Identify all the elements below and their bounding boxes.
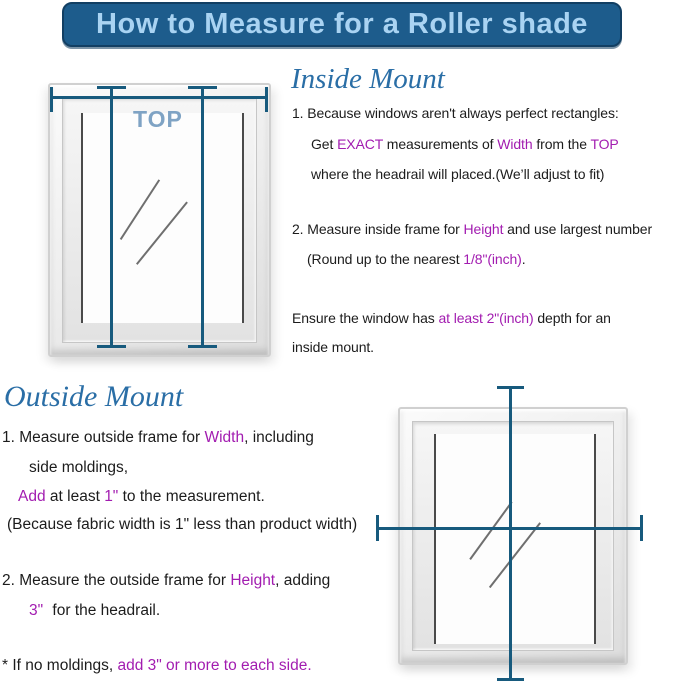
highlight-add: Add bbox=[18, 488, 46, 505]
text-segment: to the measurement. bbox=[118, 488, 265, 505]
text-segment: and use largest number bbox=[503, 221, 653, 237]
page-title: How to Measure for a Roller shade bbox=[96, 8, 588, 40]
outside-step2-line1 bbox=[2, 571, 330, 590]
text-segment: from the bbox=[532, 136, 591, 152]
glass-reflection-line bbox=[489, 522, 541, 588]
outside-step1-line3 bbox=[18, 487, 265, 506]
measure-endcap-top bbox=[497, 386, 524, 389]
highlight-depth: at least 2"(inch) bbox=[438, 310, 534, 326]
text-segment: Ensure the window has bbox=[292, 310, 439, 326]
text-segment: Get bbox=[311, 136, 338, 152]
measure-endcap-left bbox=[376, 515, 379, 541]
text-segment: depth for an bbox=[533, 310, 611, 326]
inside-step1-line2 bbox=[311, 136, 619, 154]
inside-step1-line3 bbox=[311, 166, 604, 184]
measure-endcap-bottom bbox=[188, 345, 217, 348]
text-segment: . bbox=[521, 251, 526, 267]
highlight-exact: EXACT bbox=[337, 136, 383, 152]
inside-mount-heading: Inside Mount bbox=[291, 63, 445, 95]
text-segment: , adding bbox=[275, 572, 331, 589]
glass-reflection-line bbox=[136, 201, 188, 264]
highlight-height: Height bbox=[463, 221, 504, 237]
outside-step1-line4 bbox=[7, 515, 357, 534]
measure-endcap-bottom bbox=[497, 678, 524, 681]
inside-step1-line1 bbox=[292, 105, 619, 123]
glass-reflection-line bbox=[120, 179, 160, 239]
highlight-width: Width bbox=[204, 429, 245, 446]
inside-step2-line2 bbox=[307, 251, 526, 269]
text-segment: 1. Measure outside frame for bbox=[2, 429, 205, 446]
outside-mount-heading: Outside Mount bbox=[4, 380, 184, 413]
height-guide-line-left bbox=[110, 88, 113, 347]
highlight-width: Width bbox=[497, 136, 533, 152]
highlight-eighth-inch: 1/8"(inch) bbox=[463, 251, 522, 267]
top-label: TOP bbox=[133, 106, 183, 132]
highlight-three-inch: 3" bbox=[29, 602, 44, 619]
text-segment: (Round up to the nearest bbox=[307, 251, 464, 267]
measure-endcap-top bbox=[97, 86, 126, 89]
measure-endcap-right bbox=[265, 87, 268, 112]
highlight-top: TOP bbox=[590, 136, 619, 152]
outside-step1-line1 bbox=[2, 428, 314, 447]
height-measure-line bbox=[509, 387, 512, 680]
inside-step2-line1 bbox=[292, 221, 652, 239]
outside-window-diagram bbox=[398, 407, 628, 665]
highlight-footnote: add 3" or more to each side. bbox=[117, 657, 312, 674]
highlight-one-inch: 1" bbox=[104, 488, 119, 505]
measure-endcap-right bbox=[640, 515, 643, 541]
measure-endcap-top bbox=[188, 86, 217, 89]
text-segment: , including bbox=[244, 429, 314, 446]
text-segment: (Because fabric width is 1" less than product width) bbox=[7, 516, 358, 533]
window-glass bbox=[434, 434, 596, 644]
text-segment: inside mount. bbox=[292, 339, 374, 355]
text-segment: 1. Because windows aren't always perfect rectangles: bbox=[292, 105, 619, 121]
height-guide-line-right bbox=[201, 88, 204, 347]
title-banner bbox=[62, 2, 622, 47]
text-segment: for the headrail. bbox=[48, 602, 161, 619]
text-segment: measurements of bbox=[383, 136, 498, 152]
window-glass bbox=[81, 113, 244, 323]
text-segment: 2. Measure the outside frame for bbox=[2, 572, 231, 589]
text-segment: where the headrail will placed.(We’ll adjust to fit) bbox=[311, 166, 605, 182]
text-segment: at least bbox=[45, 488, 105, 505]
outside-footnote bbox=[2, 656, 312, 675]
text-segment: 2. Measure inside frame for bbox=[292, 221, 464, 237]
measure-endcap-bottom bbox=[97, 345, 126, 348]
inside-depth-note-line2 bbox=[292, 339, 374, 357]
outside-step1-line2 bbox=[29, 458, 128, 477]
width-measure-line bbox=[377, 527, 642, 530]
inside-depth-note-line1 bbox=[292, 310, 611, 328]
glass-reflection-line bbox=[469, 501, 512, 559]
width-measure-line bbox=[51, 96, 267, 99]
outside-step2-line2 bbox=[29, 601, 160, 620]
highlight-height: Height bbox=[230, 572, 276, 589]
text-segment: side moldings, bbox=[29, 459, 129, 476]
measure-endcap-left bbox=[50, 87, 53, 112]
text-segment: * If no moldings, bbox=[2, 657, 118, 674]
